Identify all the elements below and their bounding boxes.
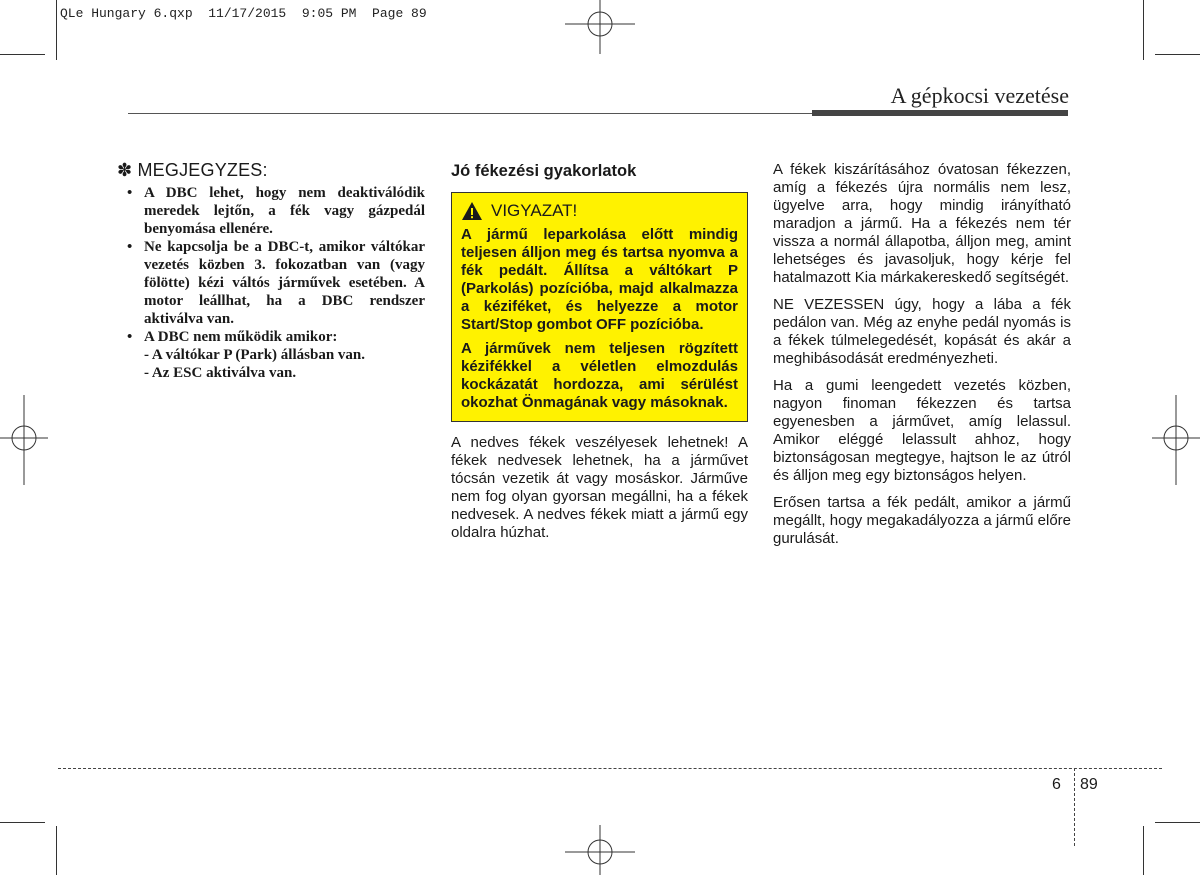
list-item: • Ne kapcsolja be a DBC-t, amikor váltókar vezetés közben 3. fokozatban van (vagy fölötte) kézi váltós járművek esetében. A motor leállhat, ha a DBC rendszer aktiválva van. [117,238,425,328]
warning-header [461,201,738,221]
warning-triangle-icon [461,201,483,221]
braking-section [451,162,748,542]
note-section [117,160,425,382]
body-paragraph: A fékek kiszárításához óvatosan fékezzen, amíg a fékezés újra normális nem lesz, ügyelve arra, hogy mindig irányítható maradjon a jármű. Ha a fékezés nem tér vissza a normál állapotba, álljon meg, amint lehetséges és javasoljuk, hogy kérje fel hatalmazott Kia márkakereskedő segítségét. [773,161,1071,286]
crop-mark [1155,822,1200,823]
warning-paragraph: A jármű leparkolása előtt mindig teljesen álljon meg és tartsa nyomva a fék pedált. Állítsa a váltókart P (Parkolás) pozícióba, majd alkalmazza a kéziféket, és helyezze a motor Start/Stop gombot OFF pozícióba. [461,226,738,333]
body-paragraph: A nedves fékek veszélyesek lehetnek! A fékek nedvesek lehetnek, ha a járművet tócsán vezetik át vagy mosáskor. Járműve nem fog olyan gyorsan megállni, ha a fékek nedvesek. A nedves fékek miatt a jármű egy oldalra húzhat. [451,434,748,541]
list-item-text: A DBC nem működik amikor: [144,329,338,345]
footer-rule [58,768,1162,769]
chapter-number: 6 [1052,776,1061,793]
crop-mark [1155,54,1200,55]
registration-mark-top [560,0,640,55]
body-paragraph: NE VEZESSEN úgy, hogy a lába a fék pedálon van. Még az enyhe pedál nyomás is a fékek túlmelegedését, kopását és akár a meghibásodását eredményezheti. [773,296,1071,367]
section-heading: Jó fékezési gyakorlatok [451,162,637,180]
crop-mark [1143,0,1144,60]
list-item [117,328,425,382]
note-heading: ✽ MEGJEGYZES: [117,160,268,180]
warning-title: VIGYAZAT! [491,201,578,220]
crop-mark [0,54,45,55]
section-title: A gépkocsi vezetése [890,83,1069,108]
sub-item: - A váltókar P (Park) állásban van. [144,347,366,363]
registration-mark-bottom [560,825,640,875]
print-slug: QLe Hungary 6.qxp 11/17/2015 9:05 PM Page 89 [60,6,427,21]
footer-separator [1074,768,1075,846]
header-rule-accent [812,110,1068,116]
note-list [117,184,425,382]
page-number: 89 [1080,776,1098,793]
crop-mark [56,826,57,875]
warning-paragraph: A járművek nem teljesen rögzített kézifékkel a véletlen elmozdulás kockázatát hordozza, ami sérülést okozhat Önmagának vagy másoknak. [461,340,738,411]
crop-mark [1143,826,1144,875]
crop-mark [0,822,45,823]
sub-item: - Az ESC aktiválva van. [144,365,297,381]
registration-mark-right [1150,395,1200,485]
warning-box [451,192,748,422]
braking-continued [773,161,1071,557]
body-paragraph: Erősen tartsa a fék pedált, amikor a jármű megállt, hogy megakadályozza a jármű előre gurulását. [773,494,1071,547]
list-item: • A DBC lehet, hogy nem deaktiválódik meredek lejtőn, a fék vagy gázpedál benyomása ellenére. [117,184,425,238]
body-paragraph: Ha a gumi leengedett vezetés közben, nagyon finoman fékezzen és tartsa egyenesben a járművet, amíg lelassul. Amikor eléggé lelassult ahhoz, hogy biztonságosan megtegye, hajtson le az útról és álljon meg egy biztonságos helyen. [773,377,1071,484]
crop-mark [56,0,57,60]
registration-mark-left [0,395,50,485]
